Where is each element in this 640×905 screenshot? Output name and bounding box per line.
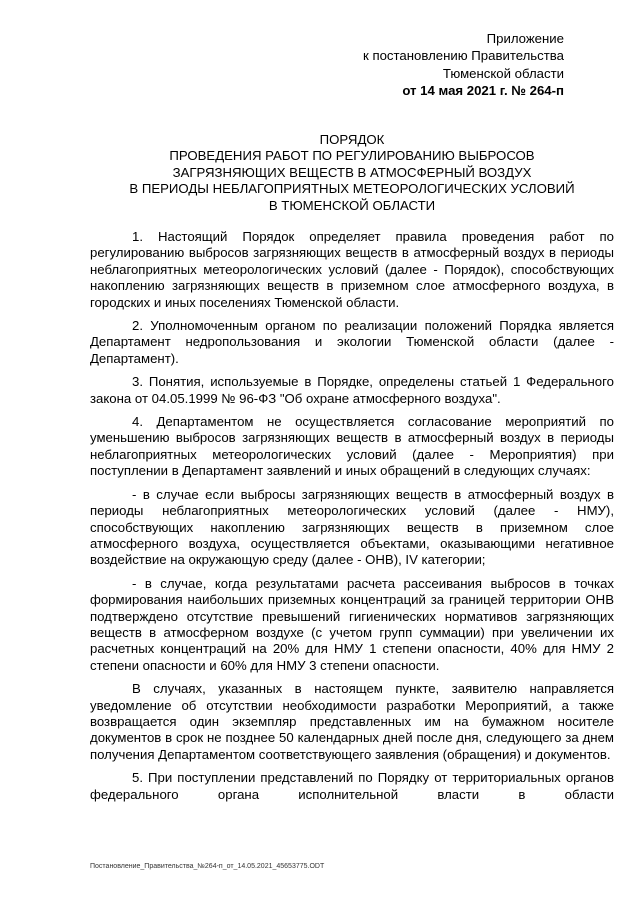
paragraph-4: 4. Департаментом не осуществляется согласование мероприятий по уменьшению выбросов загрязняющих веществ в атмосферный воздух в периоды неблагоприятных метеорологических условий (далее - Мероприятия) при поступлении в Департамент заявлений и иных обращений в следующих случаях: bbox=[90, 414, 614, 479]
appendix-region: Тюменской области bbox=[442, 65, 564, 81]
appendix-label: Приложение bbox=[486, 31, 564, 46]
appendix-header bbox=[363, 30, 564, 100]
paragraph-4-item-2: - в случае, когда результатами расчета рассеивания выбросов в точках формирования наибольших приземных концентраций за границей территории ОНВ подтверждено отсутствие превышений гигиенических нормативов загрязняющих веществ в атмосферном воздухе (с учетом групп суммации) при увеличении их расчетных концентраций на 20% для НМУ 1 степени опасности, 40% для НМУ 2 степени опасности и 60% для НМУ 3 степени опасности. bbox=[90, 575, 614, 673]
title-line-4: В ПЕРИОДЫ НЕБЛАГОПРИЯТНЫХ МЕТЕОРОЛОГИЧЕСКИХ УСЛОВИЙ bbox=[129, 181, 575, 197]
document-title bbox=[90, 132, 614, 214]
appendix-to: к постановлению Правительства bbox=[363, 48, 564, 64]
paragraph-4-item-1: - в случае если выбросы загрязняющих веществ в атмосферный воздух в периоды неблагоприятных метеорологических условий (далее - НМУ), способствующих накоплению загрязняющих веществ в приземном слое атмосферного воздуха, осуществляется объектами, оказывающими негативное воздействие на окружающую среду (далее - ОНВ), IV категории; bbox=[90, 486, 614, 568]
file-footer: Постановление_Правительства_№264-п_от_14.05.2021_45653775.ODT bbox=[90, 863, 325, 870]
title-line-3: ЗАГРЯЗНЯЮЩИХ ВЕЩЕСТВ В АТМОСФЕРНЫЙ ВОЗДУХ bbox=[172, 164, 532, 180]
paragraph-2: 2. Уполномоченным органом по реализации положений Порядка является Департамент недропользования и экологии Тюменской области (далее - Департамент). bbox=[90, 318, 614, 366]
document-body bbox=[90, 229, 614, 803]
title-line-5: В ТЮМЕНСКОЙ ОБЛАСТИ bbox=[268, 197, 436, 213]
paragraph-1: 1. Настоящий Порядок определяет правила проведения работ по регулированию выбросов загрязняющих веществ в атмосферный воздух в периоды неблагоприятных метеорологических условий (далее - Порядок), способствующих накоплению загрязняющих веществ в приземном слое атмосферного воздуха, в городских и иных поселениях Тюменской области. bbox=[90, 229, 614, 310]
resolution-date-number: от 14 мая 2021 г. № 264-п bbox=[402, 83, 564, 99]
paragraph-3: 3. Понятия, используемые в Порядке, определены статьей 1 Федерального закона от 04.05.1999 № 96-ФЗ "Об охране атмосферного воздуха". bbox=[90, 374, 614, 406]
title-line-1: ПОРЯДОК bbox=[319, 132, 385, 147]
title-line-2: ПРОВЕДЕНИЯ РАБОТ ПО РЕГУЛИРОВАНИЮ ВЫБРОСОВ bbox=[169, 148, 535, 164]
paragraph-5: 5. При поступлении представлений по Порядку от территориальных органов федерального органа исполнительной власти в области bbox=[90, 770, 614, 802]
paragraph-4-note: В случаях, указанных в настоящем пункте, заявителю направляется уведомление об отсутствии необходимости разработки Мероприятий, а также возвращается один экземпляр представленных им на бумажном носителе документов в срок не позднее 50 календарных дней после дня, следующего за днем получения Департаментом соответствующего заявления (обращения) и документов. bbox=[90, 681, 614, 762]
